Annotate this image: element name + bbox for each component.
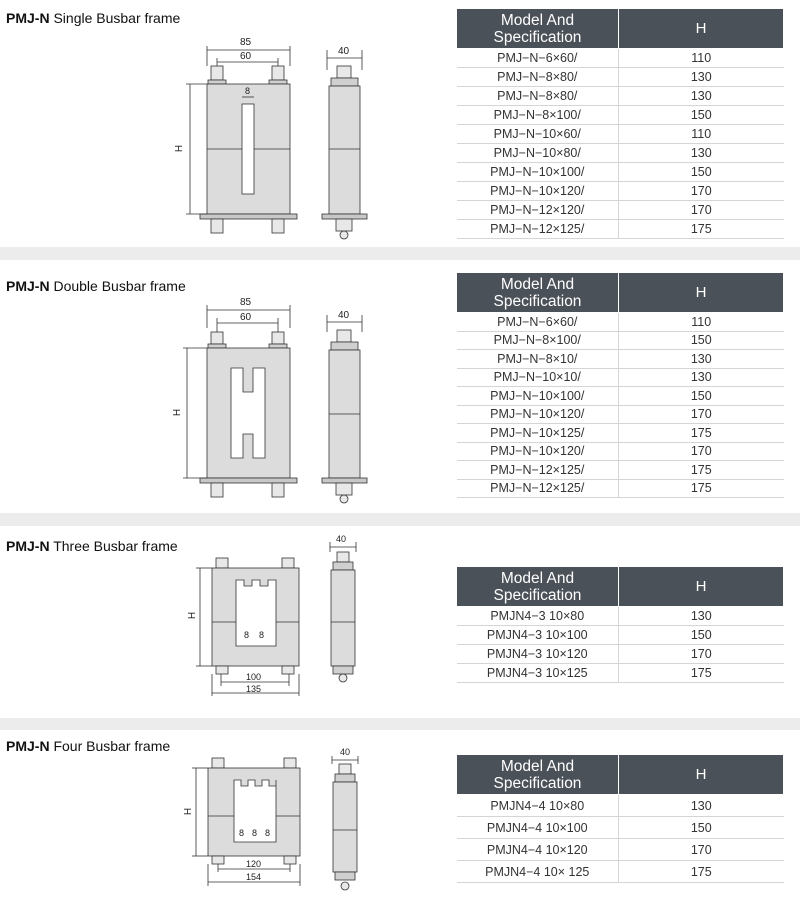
spec-table <box>456 272 784 498</box>
header-h: H <box>619 567 784 607</box>
title-label: Three Busbar frame <box>53 538 178 554</box>
title-label: Double Busbar frame <box>53 278 186 294</box>
dim-slot-b: 8 <box>252 828 258 838</box>
header-h: H <box>619 273 784 313</box>
h-cell: 150 <box>619 626 784 645</box>
dim-width-outer: 135 <box>246 684 262 694</box>
model-cell: PMJ−N−10×10/ <box>457 368 619 387</box>
dim-slot-a: 8 <box>244 630 250 640</box>
model-cell: PMJN4−3 10×125 <box>457 664 619 683</box>
section-four-busbar <box>0 730 800 900</box>
table-row <box>457 68 784 87</box>
model-cell: PMJ−N−8×10/ <box>457 350 619 369</box>
table-row <box>457 424 784 443</box>
spec-table <box>456 754 784 883</box>
h-cell: 110 <box>619 49 784 68</box>
four-busbar-drawing <box>0 730 440 900</box>
table-row <box>457 442 784 461</box>
h-cell: 150 <box>619 163 784 182</box>
table-row <box>457 479 784 498</box>
dim-width-inner: 60 <box>240 312 252 323</box>
h-cell: 130 <box>619 144 784 163</box>
model-cell: PMJ−N−12×120/ <box>457 201 619 220</box>
model-cell: PMJ−N−10×120/ <box>457 442 619 461</box>
model-cell: PMJN4−4 10×80 <box>457 795 619 817</box>
h-cell: 150 <box>619 106 784 125</box>
model-cell: PMJ−N−12×125/ <box>457 220 619 239</box>
dim-depth: 40 <box>340 747 351 757</box>
model-cell: PMJ−N−12×125/ <box>457 479 619 498</box>
title-label: Single Busbar frame <box>53 10 181 26</box>
section-divider <box>0 247 800 260</box>
h-cell: 175 <box>619 424 784 443</box>
h-cell: 175 <box>619 479 784 498</box>
dim-height: H <box>174 144 186 153</box>
table-row <box>457 331 784 350</box>
table-row <box>457 350 784 369</box>
model-cell: PMJN4−3 10×100 <box>457 626 619 645</box>
dim-width-outer: 85 <box>240 297 252 308</box>
section-three-busbar <box>0 526 800 718</box>
table-row <box>457 387 784 406</box>
table-row <box>457 182 784 201</box>
model-cell: PMJ−N−8×80/ <box>457 68 619 87</box>
brand-label: PMJ-N <box>6 10 50 26</box>
table-row <box>457 626 784 645</box>
h-cell: 130 <box>619 68 784 87</box>
table-row <box>457 795 784 817</box>
spec-table <box>456 566 784 683</box>
dim-width-outer: 154 <box>246 872 262 882</box>
table-row <box>457 645 784 664</box>
h-cell: 170 <box>619 201 784 220</box>
header-h: H <box>619 755 784 795</box>
h-cell: 170 <box>619 442 784 461</box>
header-h: H <box>619 9 784 49</box>
dim-width-outer: 85 <box>240 37 252 48</box>
brand-label: PMJ-N <box>6 538 50 554</box>
model-cell: PMJN4−4 10×120 <box>457 839 619 861</box>
table-row <box>457 313 784 332</box>
dim-slot: 8 <box>245 86 251 96</box>
h-cell: 150 <box>619 387 784 406</box>
section-divider <box>0 718 800 730</box>
brand-label: PMJ-N <box>6 278 50 294</box>
model-cell: PMJ−N−10×60/ <box>457 125 619 144</box>
h-cell: 175 <box>619 461 784 480</box>
dim-depth: 40 <box>338 46 350 57</box>
table-row <box>457 664 784 683</box>
h-cell: 110 <box>619 313 784 332</box>
section-divider <box>0 513 800 526</box>
h-cell: 175 <box>619 861 784 883</box>
dim-height: H <box>187 611 199 620</box>
model-cell: PMJN4−4 10× 125 <box>457 861 619 883</box>
model-cell: PMJ−N−10×100/ <box>457 163 619 182</box>
h-cell: 150 <box>619 817 784 839</box>
table-row <box>457 49 784 68</box>
model-cell: PMJN4−3 10×120 <box>457 645 619 664</box>
h-cell: 130 <box>619 607 784 626</box>
model-cell: PMJN4−3 10×80 <box>457 607 619 626</box>
model-cell: PMJ−N−8×100/ <box>457 331 619 350</box>
table-row <box>457 125 784 144</box>
dim-slot-c: 8 <box>265 828 271 838</box>
h-cell: 130 <box>619 795 784 817</box>
section-single-busbar <box>0 0 800 247</box>
model-cell: PMJ−N−10×120/ <box>457 182 619 201</box>
table-row <box>457 163 784 182</box>
h-cell: 150 <box>619 331 784 350</box>
table-row <box>457 144 784 163</box>
table-row <box>457 817 784 839</box>
table-row <box>457 106 784 125</box>
model-cell: PMJ−N−10×120/ <box>457 405 619 424</box>
header-model: Model And Specification <box>457 755 619 795</box>
model-cell: PMJ−N−10×100/ <box>457 387 619 406</box>
dim-depth: 40 <box>338 310 350 321</box>
table-row <box>457 861 784 883</box>
h-cell: 175 <box>619 664 784 683</box>
h-cell: 170 <box>619 405 784 424</box>
model-cell: PMJ−N−10×125/ <box>457 424 619 443</box>
table-row <box>457 201 784 220</box>
h-cell: 170 <box>619 182 784 201</box>
table-row <box>457 87 784 106</box>
spec-table <box>456 8 784 239</box>
table-row <box>457 607 784 626</box>
table-row <box>457 405 784 424</box>
model-cell: PMJ−N−12×125/ <box>457 461 619 480</box>
dim-slot-b: 8 <box>259 630 265 640</box>
h-cell: 130 <box>619 368 784 387</box>
header-model: Model And Specification <box>457 567 619 607</box>
table-row <box>457 220 784 239</box>
single-busbar-drawing <box>0 0 440 247</box>
model-cell: PMJ−N−8×100/ <box>457 106 619 125</box>
model-cell: PMJ−N−10×80/ <box>457 144 619 163</box>
table-row <box>457 461 784 480</box>
h-cell: 130 <box>619 87 784 106</box>
model-cell: PMJ−N−8×80/ <box>457 87 619 106</box>
h-cell: 170 <box>619 645 784 664</box>
header-model: Model And Specification <box>457 273 619 313</box>
three-busbar-drawing <box>0 526 440 718</box>
dim-height: H <box>172 408 184 417</box>
dim-width-inner: 120 <box>246 859 262 869</box>
dim-width-inner: 100 <box>246 672 262 682</box>
brand-label: PMJ-N <box>6 738 50 754</box>
h-cell: 130 <box>619 350 784 369</box>
dim-depth: 40 <box>336 534 347 544</box>
header-model: Model And Specification <box>457 9 619 49</box>
model-cell: PMJ−N−6×60/ <box>457 49 619 68</box>
model-cell: PMJ−N−6×60/ <box>457 313 619 332</box>
dim-height: H <box>183 807 195 816</box>
table-row <box>457 368 784 387</box>
h-cell: 175 <box>619 220 784 239</box>
table-row <box>457 839 784 861</box>
dim-slot-a: 8 <box>239 828 245 838</box>
model-cell: PMJN4−4 10×100 <box>457 817 619 839</box>
section-double-busbar <box>0 260 800 513</box>
h-cell: 170 <box>619 839 784 861</box>
dim-width-inner: 60 <box>240 51 252 62</box>
h-cell: 110 <box>619 125 784 144</box>
double-busbar-drawing <box>0 260 440 513</box>
title-label: Four Busbar frame <box>53 738 171 754</box>
